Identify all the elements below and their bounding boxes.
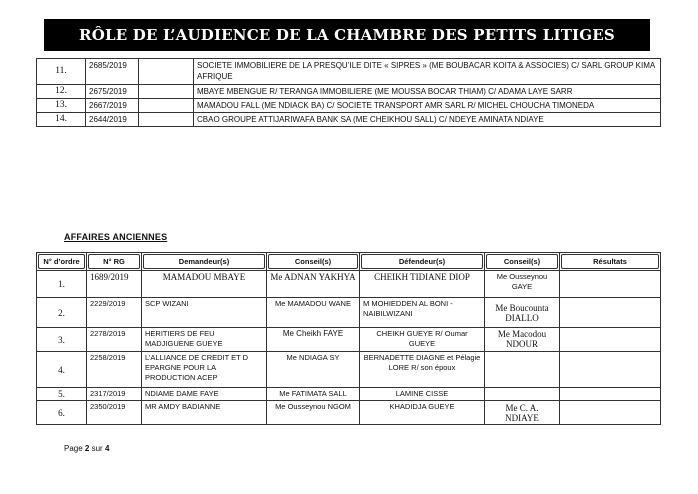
resultats (560, 328, 661, 352)
header-defendeur: Défendeur(s) (361, 254, 483, 269)
rg-number: 2229/2019 (87, 298, 142, 328)
demandeur: NDIAME DAME FAYE (142, 388, 267, 401)
case-parties: SOCIETE IMMOBILIERE DE LA PRESQU’ILE DITE « SIPRES » (ME BOUBACAR KOITA & ASSOCIES) C/ SARL GROUP KIMA AFRIQUE (194, 59, 661, 85)
table-row (37, 113, 661, 127)
demandeur: MR AMDY BADIANNE (142, 401, 267, 425)
demandeur: L’ALLIANCE DE CREDIT ET D EPARGNE POUR LA PRODUCTION ACEP (142, 352, 267, 388)
table-row (37, 328, 661, 352)
current-page: 2 (84, 444, 90, 453)
rg-number: 2685/2019 (86, 59, 139, 85)
header-resultats: Résultats (561, 254, 659, 269)
header-num: N° d’ordre (38, 254, 85, 269)
header-demandeur: Demandeur(s) (143, 254, 265, 269)
demandeur: SCP WIZANI (142, 298, 267, 328)
conseil-demandeur: Me NDIAGA SY (267, 352, 360, 388)
table-row (37, 59, 661, 85)
row-number: 14. (37, 113, 86, 127)
table-row (37, 85, 661, 99)
resultats (560, 298, 661, 328)
page-title: RÔLE DE L’AUDIENCE DE LA CHAMBRE DES PETITS LITIGES (44, 19, 650, 51)
table-row (37, 401, 661, 425)
conseil-demandeur: Me Cheikh FAYE (267, 328, 360, 352)
rg-number: 2667/2019 (86, 99, 139, 113)
row-number: 6. (37, 401, 87, 425)
conseil-defendeur: Me C. A. NDIAYE (485, 401, 560, 425)
rg-number: 2317/2019 (87, 388, 142, 401)
conseil-defendeur: Me Ousseynou GAYE (485, 271, 560, 298)
conseil-defendeur (485, 388, 560, 401)
row-number: 4. (37, 352, 87, 388)
resultats (560, 401, 661, 425)
defendeur: CHEIKH TIDIANE DIOP (360, 271, 485, 298)
defendeur: LAMINE CISSE (360, 388, 485, 401)
header-rg: N° RG (88, 254, 140, 269)
rg-number: 2258/2019 (87, 352, 142, 388)
resultats (560, 271, 661, 298)
demandeur: HERITIERS DE FEU MADJIGUENE GUEYE (142, 328, 267, 352)
conseil-demandeur: Me ADNAN YAKHYA (267, 271, 360, 298)
conseil-defendeur (485, 352, 560, 388)
defendeur: KHADIDJA GUEYE (360, 401, 485, 425)
cases-table-top (36, 58, 661, 127)
rg-number: 2644/2019 (86, 113, 139, 127)
row-number: 1. (37, 271, 87, 298)
conseil-defendeur: Me Boucounta DIALLO (485, 298, 560, 328)
header-conseil: Conseil(s) (486, 254, 558, 269)
table-row (37, 352, 661, 388)
table-row (37, 99, 661, 113)
resultats (560, 388, 661, 401)
table-header-row (37, 253, 661, 271)
rg-number: 2350/2019 (87, 401, 142, 425)
case-parties: MAMADOU FALL (ME NDIACK BA) C/ SOCIETE TRANSPORT AMR SARL R/ MICHEL CHOUCHA TIMONEDA (194, 99, 661, 113)
footer-prefix: Page (64, 444, 83, 453)
footer-separator: sur (91, 444, 103, 453)
total-pages: 4 (104, 444, 110, 453)
row-number: 5. (37, 388, 87, 401)
table-row (37, 271, 661, 298)
row-number: 2. (37, 298, 87, 328)
resultats (560, 352, 661, 388)
page-footer (64, 444, 109, 453)
conseil-demandeur: Me MAMADOU WANE (267, 298, 360, 328)
row-number: 11. (37, 59, 86, 85)
defendeur: BERNADETTE DIAGNE et Pélagie LORE R/ son époux (360, 352, 485, 388)
row-number: 13. (37, 99, 86, 113)
case-parties: CBAO GROUPE ATTIJARIWAFA BANK SA (ME CHEIKHOU SALL) C/ NDEYE AMINATA NDIAYE (194, 113, 661, 127)
old-cases-table (36, 252, 661, 425)
table-row (37, 298, 661, 328)
row-number: 3. (37, 328, 87, 352)
section-title: AFFAIRES ANCIENNES (64, 232, 168, 242)
defendeur: CHEIKH GUEYE R/ Oumar GUEYE (360, 328, 485, 352)
row-number: 12. (37, 85, 86, 99)
rg-number: 1689/2019 (87, 271, 142, 298)
demandeur: MAMADOU MBAYE (142, 271, 267, 298)
conseil-demandeur: Me Ousseynou NGOM (267, 401, 360, 425)
case-parties: MBAYE MBENGUE R/ TERANGA IMMOBILIERE (ME MOUSSA BOCAR THIAM) C/ ADAMA LAYE SARR (194, 85, 661, 99)
header-conseil: Conseil(s) (268, 254, 358, 269)
table-row (37, 388, 661, 401)
defendeur: M MOHIEDDEN AL BONI - NAIBILWIZANI (360, 298, 485, 328)
conseil-defendeur: Me Macodou NDOUR (485, 328, 560, 352)
conseil-demandeur: Me FATIMATA SALL (267, 388, 360, 401)
rg-number: 2278/2019 (87, 328, 142, 352)
rg-number: 2675/2019 (86, 85, 139, 99)
